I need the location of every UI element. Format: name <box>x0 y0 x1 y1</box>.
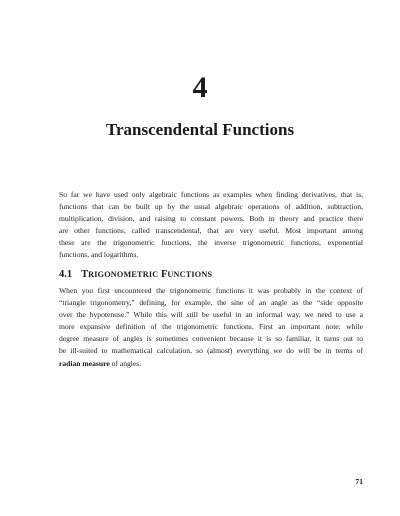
chapter-title: Transcendental Functions <box>105 120 295 139</box>
section-line-tail: of angles. <box>109 358 142 368</box>
intro-line: functions that can be built up by the usual algebraic operations of addition, subtraction, <box>59 202 363 212</box>
intro-paragraph <box>59 189 363 262</box>
section-line: When you first encountered the trigonometric functions it was probably in the context of <box>59 286 363 295</box>
section-line: degree measure of angles is sometimes convenient because it is so familiar, it turns out to <box>59 334 363 344</box>
intro-line: So far we have used only algebraic functions as examples when finding derivatives, that is, <box>59 190 363 199</box>
section-paragraph <box>59 285 363 370</box>
section-title-initial: F <box>160 269 168 280</box>
section-title-initial: T <box>81 269 89 280</box>
section-number: 4.1 <box>59 269 73 280</box>
section-line: over the hypotenuse.” While this will still be useful in an informal way, we need to use a <box>59 310 363 320</box>
section-line: “triangle trigonometry,” defining, for example, the sine of an angle as the “side opposite <box>59 298 363 308</box>
intro-line: functions, and logarithms. <box>59 250 139 260</box>
page-number: 71 <box>355 477 363 486</box>
section-line <box>59 358 363 370</box>
intro-line: are other functions, called transcendental, that are very useful. Most important among <box>59 226 363 236</box>
section-title-part: UNCTIONS <box>167 270 213 279</box>
chapter-number: 4 <box>192 71 208 104</box>
section-heading <box>59 268 363 282</box>
section-line: more expansive definition of the trigonometric functions. First an important note: while <box>59 322 363 332</box>
section-line: be ill-suited to mathematical calculation, so (almost) everything we do will be in terms of <box>59 346 363 356</box>
bold-term: radian measure <box>59 358 110 368</box>
section-title-part: RIGONOMETRIC <box>88 270 159 279</box>
intro-line: multiplication, division, and raising to constant powers. Both in theory and practice there <box>59 214 363 224</box>
intro-line: these are the trigonometric functions, the inverse trigonometric functions, exponential <box>59 238 363 248</box>
